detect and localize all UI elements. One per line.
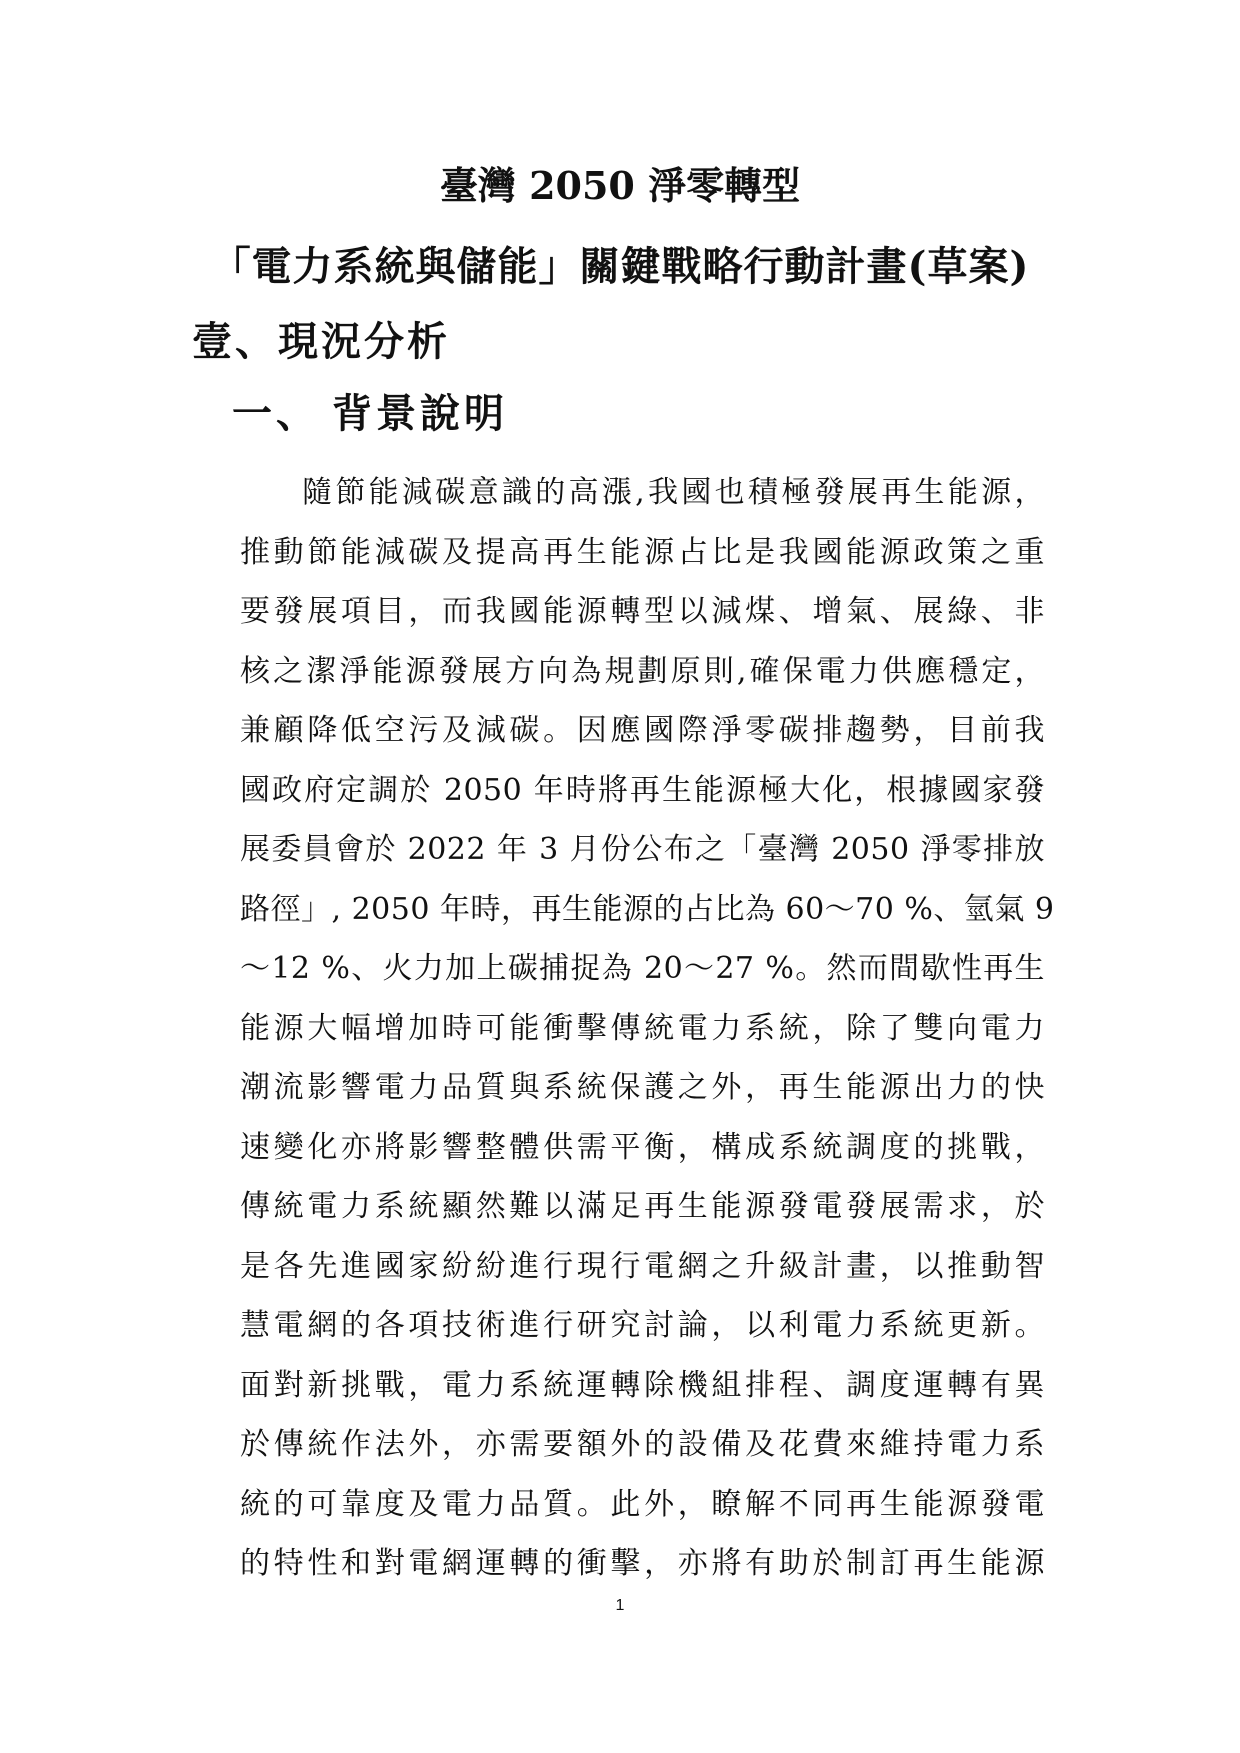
subsection-heading: [232, 387, 508, 441]
paragraph-line: 要發展項目，而我國能源轉型以減煤、增氣、展綠、非: [240, 594, 1045, 629]
subsection-number: 一、: [232, 390, 320, 437]
paragraph-line: 核之潔淨能源發展方向為規劃原則,確保電力供應穩定，: [240, 653, 1045, 689]
paragraph-line: 能源大幅增加時可能衝擊傳統電力系統，除了雙向電力: [240, 1010, 1045, 1046]
paragraph-line: 的特性和對電網運轉的衝擊，亦將有助於制訂再生能源: [240, 1546, 1045, 1581]
paragraph-line: 隨節能減碳意識的高漲,我國也積極發展再生能源，: [302, 475, 1045, 510]
paragraph-line: 國政府定調於 2050 年時將再生能源極大化，根據國家發: [240, 772, 1045, 808]
paragraph-line: ～12 %、火力加上碳捕捉為 20～27 %。然而間歇性再生: [240, 951, 1045, 986]
paragraph-line: 推動節能減碳及提高再生能源占比是我國能源政策之重: [240, 534, 1045, 570]
paragraph-line: 傳統電力系統顯然難以滿足再生能源發電發展需求，於: [240, 1189, 1045, 1224]
document-title: 臺灣 2050 淨零轉型: [439, 163, 801, 208]
paragraph-line: 於傳統作法外，亦需要額外的設備及花費來維持電力系: [240, 1427, 1045, 1462]
subsection-title: 背景說明: [332, 390, 508, 437]
paragraph-line: 潮流影響電力品質與系統保護之外，再生能源出力的快: [240, 1070, 1045, 1105]
paragraph-line: 慧電網的各項技術進行研究討論，以利電力系統更新。: [240, 1308, 1045, 1343]
paragraph-line: 速變化亦將影響整體供需平衡，構成系統調度的挑戰，: [240, 1129, 1045, 1165]
page-number: 1: [615, 1597, 625, 1614]
paragraph-line: 展委員會於 2022 年 3 月份公布之「臺灣 2050 淨零排放: [240, 832, 1045, 867]
document-subtitle: 「電力系統與儲能」關鍵戰略行動計畫(草案): [210, 243, 1030, 290]
body-paragraph: [240, 463, 1055, 1594]
section-heading: 壹、現況分析: [192, 318, 450, 365]
paragraph-line: 兼顧降低空污及減碳。因應國際淨零碳排趨勢，目前我: [240, 713, 1045, 748]
paragraph-line: 路徑」, 2050 年時，再生能源的占比為 60～70 %、氫氣 9: [240, 891, 1055, 927]
paragraph-line: 統的可靠度及電力品質。此外，瞭解不同再生能源發電: [240, 1486, 1045, 1522]
paragraph-line: 面對新挑戰，電力系統運轉除機組排程、調度運轉有異: [240, 1367, 1045, 1403]
paragraph-line: 是各先進國家紛紛進行現行電網之升級計畫，以推動智: [240, 1248, 1045, 1284]
